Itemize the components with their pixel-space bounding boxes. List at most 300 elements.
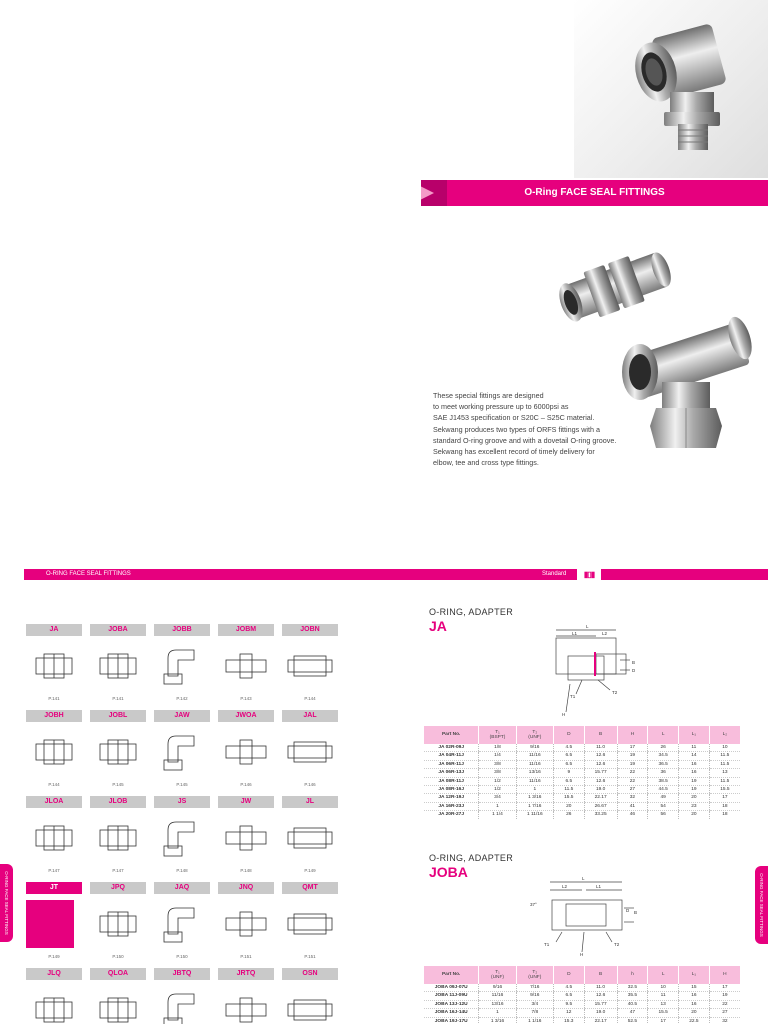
catalog-item-code: JNQ: [218, 882, 274, 894]
table-cell: 22.17: [584, 794, 617, 802]
table-cell: JOBA 13J-12U: [424, 1000, 479, 1008]
fitting-drawing-icon: [282, 636, 338, 696]
table-row: [424, 769, 740, 777]
table-cell: 15.5: [648, 1009, 679, 1017]
side-tab-right[interactable]: [755, 866, 768, 944]
catalog-item-image: [154, 894, 210, 954]
table-cell: 19: [679, 777, 710, 785]
table-cell: 36: [648, 769, 679, 777]
table-cell: 32: [617, 794, 648, 802]
table-header-cell: B: [584, 966, 617, 984]
diagram-label: T2: [612, 690, 618, 695]
catalog-item-image: [26, 894, 82, 954]
fitting-drawing-icon: [154, 636, 210, 696]
table-cell: JOBA 11J-09U: [424, 992, 479, 1000]
table-row: [424, 752, 740, 760]
table-row: [424, 811, 740, 819]
catalog-item-code: JAW: [154, 710, 210, 722]
product-subtitle: O-RING, ADAPTER: [429, 853, 514, 863]
catalog-item-page: P.141: [48, 696, 60, 701]
table-cell: 1: [516, 786, 553, 794]
table-cell: 27: [709, 1009, 740, 1017]
table-cell: 34.5: [648, 752, 679, 760]
table-header-cell: H: [709, 966, 740, 984]
table-cell: 22.5: [679, 1017, 710, 1024]
description-line: Sekwang has excellent record of timely delivery for: [433, 447, 595, 457]
section-bar-standard: Standard: [542, 571, 567, 577]
table-cell: 3/8: [479, 760, 516, 768]
table-cell: 1/4: [479, 752, 516, 760]
table-cell: 12.6: [584, 760, 617, 768]
table-cell: 10: [648, 984, 679, 992]
table-cell: 9/16: [516, 744, 553, 752]
catalog-item[interactable]: [218, 968, 274, 1024]
table-row: [424, 744, 740, 752]
table-header-row: [424, 966, 740, 984]
catalog-item-code: JLQ: [26, 968, 82, 980]
table-cell: JA 06R-13J: [424, 769, 479, 777]
catalog-item-image: [90, 722, 146, 782]
table-cell: 1/8: [479, 744, 516, 752]
catalog-grid: [26, 624, 338, 1024]
catalog-item-image: [26, 808, 82, 868]
table-cell: 11.5: [709, 760, 740, 768]
table-cell: 18: [709, 802, 740, 810]
catalog-item[interactable]: [154, 882, 210, 959]
table-cell: 20: [679, 811, 710, 819]
diagram-label: H: [562, 712, 566, 717]
table-cell: 16: [679, 760, 710, 768]
catalog-item-image: [282, 980, 338, 1024]
ja-dimension-diagram: [536, 616, 646, 720]
table-cell: 17: [709, 984, 740, 992]
catalog-item-page: P.146: [240, 782, 252, 787]
catalog-item-code: JBTQ: [154, 968, 210, 980]
table-cell: 11: [679, 744, 710, 752]
table-row: [424, 777, 740, 785]
catalog-item-code: JW: [218, 796, 274, 808]
diagram-label: L2: [562, 884, 568, 889]
catalog-item[interactable]: [90, 710, 146, 787]
catalog-item-image: [26, 636, 82, 696]
catalog-item-image: [154, 722, 210, 782]
fitting-drawing-icon: [282, 722, 338, 782]
table-cell: 16: [679, 1000, 710, 1008]
catalog-item-image: [154, 636, 210, 696]
table-cell: 32.5: [617, 984, 648, 992]
table-row: [424, 1009, 740, 1017]
table-cell: JA 06R-11J: [424, 760, 479, 768]
diagram-label: D: [632, 668, 636, 673]
table-cell: JOBA 16J-14U: [424, 1009, 479, 1017]
table-cell: 12.6: [584, 992, 617, 1000]
catalog-item-code: JOBN: [282, 624, 338, 636]
fitting-drawing-icon: [154, 808, 210, 868]
table-cell: 15.77: [584, 769, 617, 777]
table-cell: JOBA 19J-17U: [434, 1018, 468, 1024]
fitting-drawing-icon: [154, 980, 210, 1024]
table-cell: 11.0: [584, 744, 617, 752]
catalog-item-code: JOBB: [154, 624, 210, 636]
catalog-item[interactable]: [218, 624, 274, 701]
description-line: Sekwang produces two types of ORFS fittings with a: [433, 424, 600, 434]
fitting-drawing-icon: [154, 894, 210, 954]
diagram-label: T2: [614, 942, 620, 947]
catalog-item-page: P.149: [48, 954, 60, 959]
section-banner-title: O-Ring FACE SEAL FITTINGS: [524, 187, 665, 198]
table-cell: 38.5: [648, 777, 679, 785]
catalog-item-image: [90, 636, 146, 696]
table-cell: JA 04R-11J: [424, 752, 479, 760]
catalog-item-page: P.147: [112, 868, 124, 873]
catalog-item-image: [218, 636, 274, 696]
fitting-drawing-icon: [218, 894, 274, 954]
diagram-label: D: [626, 908, 630, 913]
table-row: [424, 1000, 740, 1008]
table-header-cell: B: [584, 726, 617, 744]
fitting-drawing-icon: [26, 722, 82, 782]
table-cell: 26: [648, 744, 679, 752]
table-cell: 13/16: [516, 769, 553, 777]
table-cell: 49: [648, 794, 679, 802]
catalog-item-image: [218, 894, 274, 954]
diagram-label: L: [586, 624, 589, 629]
table-cell: 11.0: [584, 984, 617, 992]
catalog-item-code: JS: [154, 796, 210, 808]
table-cell: 1/2: [479, 786, 516, 794]
fitting-drawing-icon: [218, 636, 274, 696]
table-cell: 20: [679, 794, 710, 802]
fitting-drawing-icon: [218, 722, 274, 782]
table-header-cell: Part No.: [424, 966, 479, 984]
fitting-drawing-icon: [90, 980, 146, 1024]
table-cell: 15.5: [709, 786, 740, 794]
table-cell: 16: [679, 769, 710, 777]
table-header-cell: T₁ (UNF): [479, 966, 516, 984]
fitting-drawing-icon: [90, 636, 146, 696]
fitting-drawing-icon: [90, 808, 146, 868]
catalog-item-code: QLOA: [90, 968, 146, 980]
catalog-item[interactable]: [90, 968, 146, 1024]
table-cell: JA 08R-11J: [424, 777, 479, 785]
table-cell: 54: [648, 802, 679, 810]
table-row: [424, 992, 740, 1000]
catalog-item-page: P.151: [304, 954, 316, 959]
table-cell: 1 7/16: [516, 802, 553, 810]
table-cell: 19.0: [584, 786, 617, 794]
table-row: [424, 1017, 740, 1024]
diagram-label: 37°: [530, 902, 537, 907]
catalog-item-code: JAL: [282, 710, 338, 722]
table-cell: 17: [648, 1017, 679, 1024]
table-cell: 44.5: [648, 786, 679, 794]
table-cell: 9/16: [516, 992, 553, 1000]
table-cell: 19.0: [584, 1009, 617, 1017]
catalog-item[interactable]: [282, 968, 338, 1024]
catalog-item-code: JL: [282, 796, 338, 808]
catalog-item-code: JOBM: [218, 624, 274, 636]
catalog-item-code: JWOA: [218, 710, 274, 722]
table-cell: 15.5: [553, 794, 584, 802]
joba-dimension-diagram: [526, 872, 646, 958]
table-cell: 22: [709, 1000, 740, 1008]
catalog-item[interactable]: [154, 624, 210, 701]
catalog-item-page: P.144: [304, 696, 316, 701]
table-header-cell: h: [617, 966, 648, 984]
table-cell: 11/16: [516, 777, 553, 785]
catalog-item-image: [26, 722, 82, 782]
section-bar: [24, 569, 768, 580]
catalog-item[interactable]: [218, 796, 274, 873]
table-header-cell: L: [648, 966, 679, 984]
table-header-cell: T₂ (UNF): [516, 726, 553, 744]
catalog-item-image: [282, 636, 338, 696]
catalog-item-code: JT: [26, 882, 82, 894]
product-code: JOBA: [429, 864, 468, 880]
catalog-item-page: P.142: [176, 696, 188, 701]
catalog-item-page: P.149: [304, 868, 316, 873]
catalog-item-page: P.150: [112, 954, 124, 959]
table-cell: 19: [617, 752, 648, 760]
table-cell: 15.3: [553, 1017, 584, 1024]
table-cell: 17: [617, 744, 648, 752]
catalog-item-code: JPQ: [90, 882, 146, 894]
diagram-label: T1: [570, 694, 576, 699]
catalog-item-image: [90, 808, 146, 868]
catalog-item-code: JRTQ: [218, 968, 274, 980]
table-cell: 7/16: [516, 984, 553, 992]
catalog-item[interactable]: [282, 796, 338, 873]
diagram-label: B: [632, 660, 636, 665]
table-cell: 41: [617, 802, 648, 810]
catalog-item[interactable]: [26, 710, 82, 787]
table-cell: 1 1/4: [479, 811, 516, 819]
catalog-item[interactable]: [282, 882, 338, 959]
table-cell: 12.6: [584, 777, 617, 785]
catalog-item[interactable]: [26, 624, 82, 701]
product-subtitle: O-RING, ADAPTER: [429, 607, 514, 617]
catalog-item-page: P.150: [176, 954, 188, 959]
catalog-item-image: [218, 722, 274, 782]
catalog-item-page: P.147: [48, 868, 60, 873]
table-cell: 3/8: [479, 769, 516, 777]
table-row: [424, 984, 740, 992]
table-cell: 6.5: [553, 760, 584, 768]
catalog-item-page: P.145: [112, 782, 124, 787]
table-cell: 13: [709, 769, 740, 777]
catalog-item-code: JOBA: [90, 624, 146, 636]
table-cell: 26: [553, 811, 584, 819]
catalog-item-image: [90, 894, 146, 954]
catalog-item[interactable]: [218, 710, 274, 787]
table-cell: 4.5: [553, 744, 584, 752]
table-cell: 12.6: [584, 752, 617, 760]
catalog-item-image: [282, 722, 338, 782]
table-cell: 19: [709, 992, 740, 1000]
fitting-drawing-icon: [282, 808, 338, 868]
fitting-drawing-icon: [26, 636, 82, 696]
table-cell: 9: [553, 769, 584, 777]
description-line: to meet working pressure up to 6000psi as: [433, 402, 569, 412]
fitting-drawing-icon: [26, 808, 82, 868]
table-cell: 15: [679, 984, 710, 992]
table-cell: 36.5: [648, 760, 679, 768]
table-cell: 4.5: [553, 984, 584, 992]
table-cell: 22.17: [584, 1017, 617, 1024]
elbow-fitting-image: [614, 20, 754, 162]
table-cell: 19: [617, 760, 648, 768]
catalog-item[interactable]: [154, 968, 210, 1024]
catalog-item[interactable]: [90, 624, 146, 701]
table-cell: 13: [648, 1000, 679, 1008]
side-tab-label: O-RING FACE SEAL FITTINGS: [4, 871, 9, 935]
table-cell: 16: [679, 992, 710, 1000]
table-cell: 11.5: [553, 786, 584, 794]
diagram-label: H: [580, 952, 584, 957]
catalog-item-highlight: [26, 900, 74, 948]
table-cell: 6.5: [553, 777, 584, 785]
table-cell: 27: [617, 786, 648, 794]
catalog-item-code: JA: [26, 624, 82, 636]
table-header-cell: D: [553, 966, 584, 984]
table-cell: 11.5: [709, 752, 740, 760]
ja-spec-table: [424, 726, 740, 819]
description-line: standard O-ring groove and with a dovetail O-ring groove.: [433, 435, 617, 445]
table-header-cell: D: [553, 726, 584, 744]
table-cell: 6.5: [553, 752, 584, 760]
table-header-cell: L₁: [679, 726, 710, 744]
catalog-item[interactable]: [26, 968, 82, 1024]
catalog-item-image: [154, 980, 210, 1024]
catalog-item[interactable]: [26, 796, 82, 873]
table-header-cell: T₂ (UNF): [516, 966, 553, 984]
catalog-item-code: JLOB: [90, 796, 146, 808]
table-cell: 56: [648, 811, 679, 819]
table-cell: 22: [617, 777, 648, 785]
table-cell: 7/8: [516, 1009, 553, 1017]
catalog-item[interactable]: [90, 882, 146, 959]
table-cell: 11.5: [709, 777, 740, 785]
table-row: [424, 786, 740, 794]
catalog-item-code: JOBH: [26, 710, 82, 722]
table-header-cell: L: [648, 726, 679, 744]
catalog-item-image: [218, 808, 274, 868]
product-description: [433, 390, 663, 468]
catalog-item[interactable]: [218, 882, 274, 959]
catalog-item[interactable]: [154, 796, 210, 873]
fitting-drawing-icon: [154, 722, 210, 782]
catalog-item-image: [282, 808, 338, 868]
table-cell: JA 20R-27J: [438, 812, 465, 818]
table-cell: 40.5: [617, 1000, 648, 1008]
diagram-label: L1: [596, 884, 602, 889]
table-cell: JOBA 09J-07U: [424, 984, 479, 992]
fitting-drawing-icon: [282, 894, 338, 954]
table-cell: 3/4: [479, 794, 516, 802]
fitting-drawing-icon: [218, 980, 274, 1024]
diagram-label: L2: [602, 631, 608, 636]
catalog-item[interactable]: [282, 624, 338, 701]
table-cell: 12: [553, 1009, 584, 1017]
table-cell: JA 08R-16J: [424, 786, 479, 794]
table-cell: 11/16: [479, 992, 516, 1000]
catalog-item-image: [282, 894, 338, 954]
catalog-item-code: QMT: [282, 882, 338, 894]
fitting-drawing-icon: [26, 980, 82, 1024]
table-row: [424, 760, 740, 768]
catalog-item-page: P.143: [240, 696, 252, 701]
side-tab-left[interactable]: [0, 864, 13, 942]
diagram-label: L: [582, 876, 585, 881]
catalog-item-image: [218, 980, 274, 1024]
table-cell: 19: [679, 786, 710, 794]
catalog-item-page: P.145: [176, 782, 188, 787]
table-cell: 20: [553, 802, 584, 810]
description-line: These special fittings are designed: [433, 391, 544, 400]
catalog-item[interactable]: [26, 882, 82, 959]
catalog-item[interactable]: [90, 796, 146, 873]
catalog-item[interactable]: [154, 710, 210, 787]
catalog-item[interactable]: [282, 710, 338, 787]
diagram-label: L1: [572, 631, 578, 636]
product-code: JA: [429, 618, 447, 634]
table-cell: 13/16: [479, 1000, 516, 1008]
catalog-item-page: P.148: [176, 868, 188, 873]
table-cell: 23: [679, 802, 710, 810]
table-cell: 32: [709, 1017, 740, 1024]
table-cell: 20: [679, 1009, 710, 1017]
table-row: [424, 802, 740, 810]
catalog-item-code: JOBL: [90, 710, 146, 722]
table-cell: 18: [709, 811, 740, 819]
table-cell: JA 12R-19J: [424, 794, 479, 802]
table-cell: 1 11/16: [516, 811, 553, 819]
table-cell: 33.25: [584, 811, 617, 819]
table-cell: 10: [709, 744, 740, 752]
catalog-item-image: [90, 980, 146, 1024]
table-header-row: [424, 726, 740, 744]
table-cell: 52.5: [617, 1017, 648, 1024]
catalog-item-page: P.141: [112, 696, 124, 701]
table-cell: 11: [648, 992, 679, 1000]
diagram-label: B: [634, 910, 638, 915]
table-cell: JA 02R-09J: [424, 744, 479, 752]
table-cell: 14: [679, 752, 710, 760]
table-cell: 11/16: [516, 760, 553, 768]
section-bar-title: O-RING FACE SEAL FITTINGS: [46, 571, 131, 577]
table-cell: 47: [617, 1009, 648, 1017]
table-header-cell: T₁ (BSPT): [479, 726, 516, 744]
joba-spec-table: [424, 966, 740, 1024]
table-cell: 1 1/16: [516, 1017, 553, 1024]
side-tab-label: O-RING FACE SEAL FITTINGS: [759, 873, 764, 937]
diagram-label: T1: [544, 942, 550, 947]
table-header-cell: L₁: [679, 966, 710, 984]
table-cell: 46: [617, 811, 648, 819]
catalog-item-page: P.148: [240, 868, 252, 873]
description-line: elbow, tee and cross type fittings.: [433, 458, 539, 468]
table-cell: 15.77: [584, 1000, 617, 1008]
standard-logo-icon: ▮▯▮: [577, 569, 601, 580]
table-header-cell: H: [617, 726, 648, 744]
catalog-item-image: [26, 980, 82, 1024]
table-cell: 1/2: [479, 777, 516, 785]
catalog-item-code: JAQ: [154, 882, 210, 894]
table-cell: JA 16R-23J: [424, 802, 479, 810]
table-cell: 22: [617, 769, 648, 777]
table-cell: 26.67: [584, 802, 617, 810]
table-cell: 17: [709, 794, 740, 802]
